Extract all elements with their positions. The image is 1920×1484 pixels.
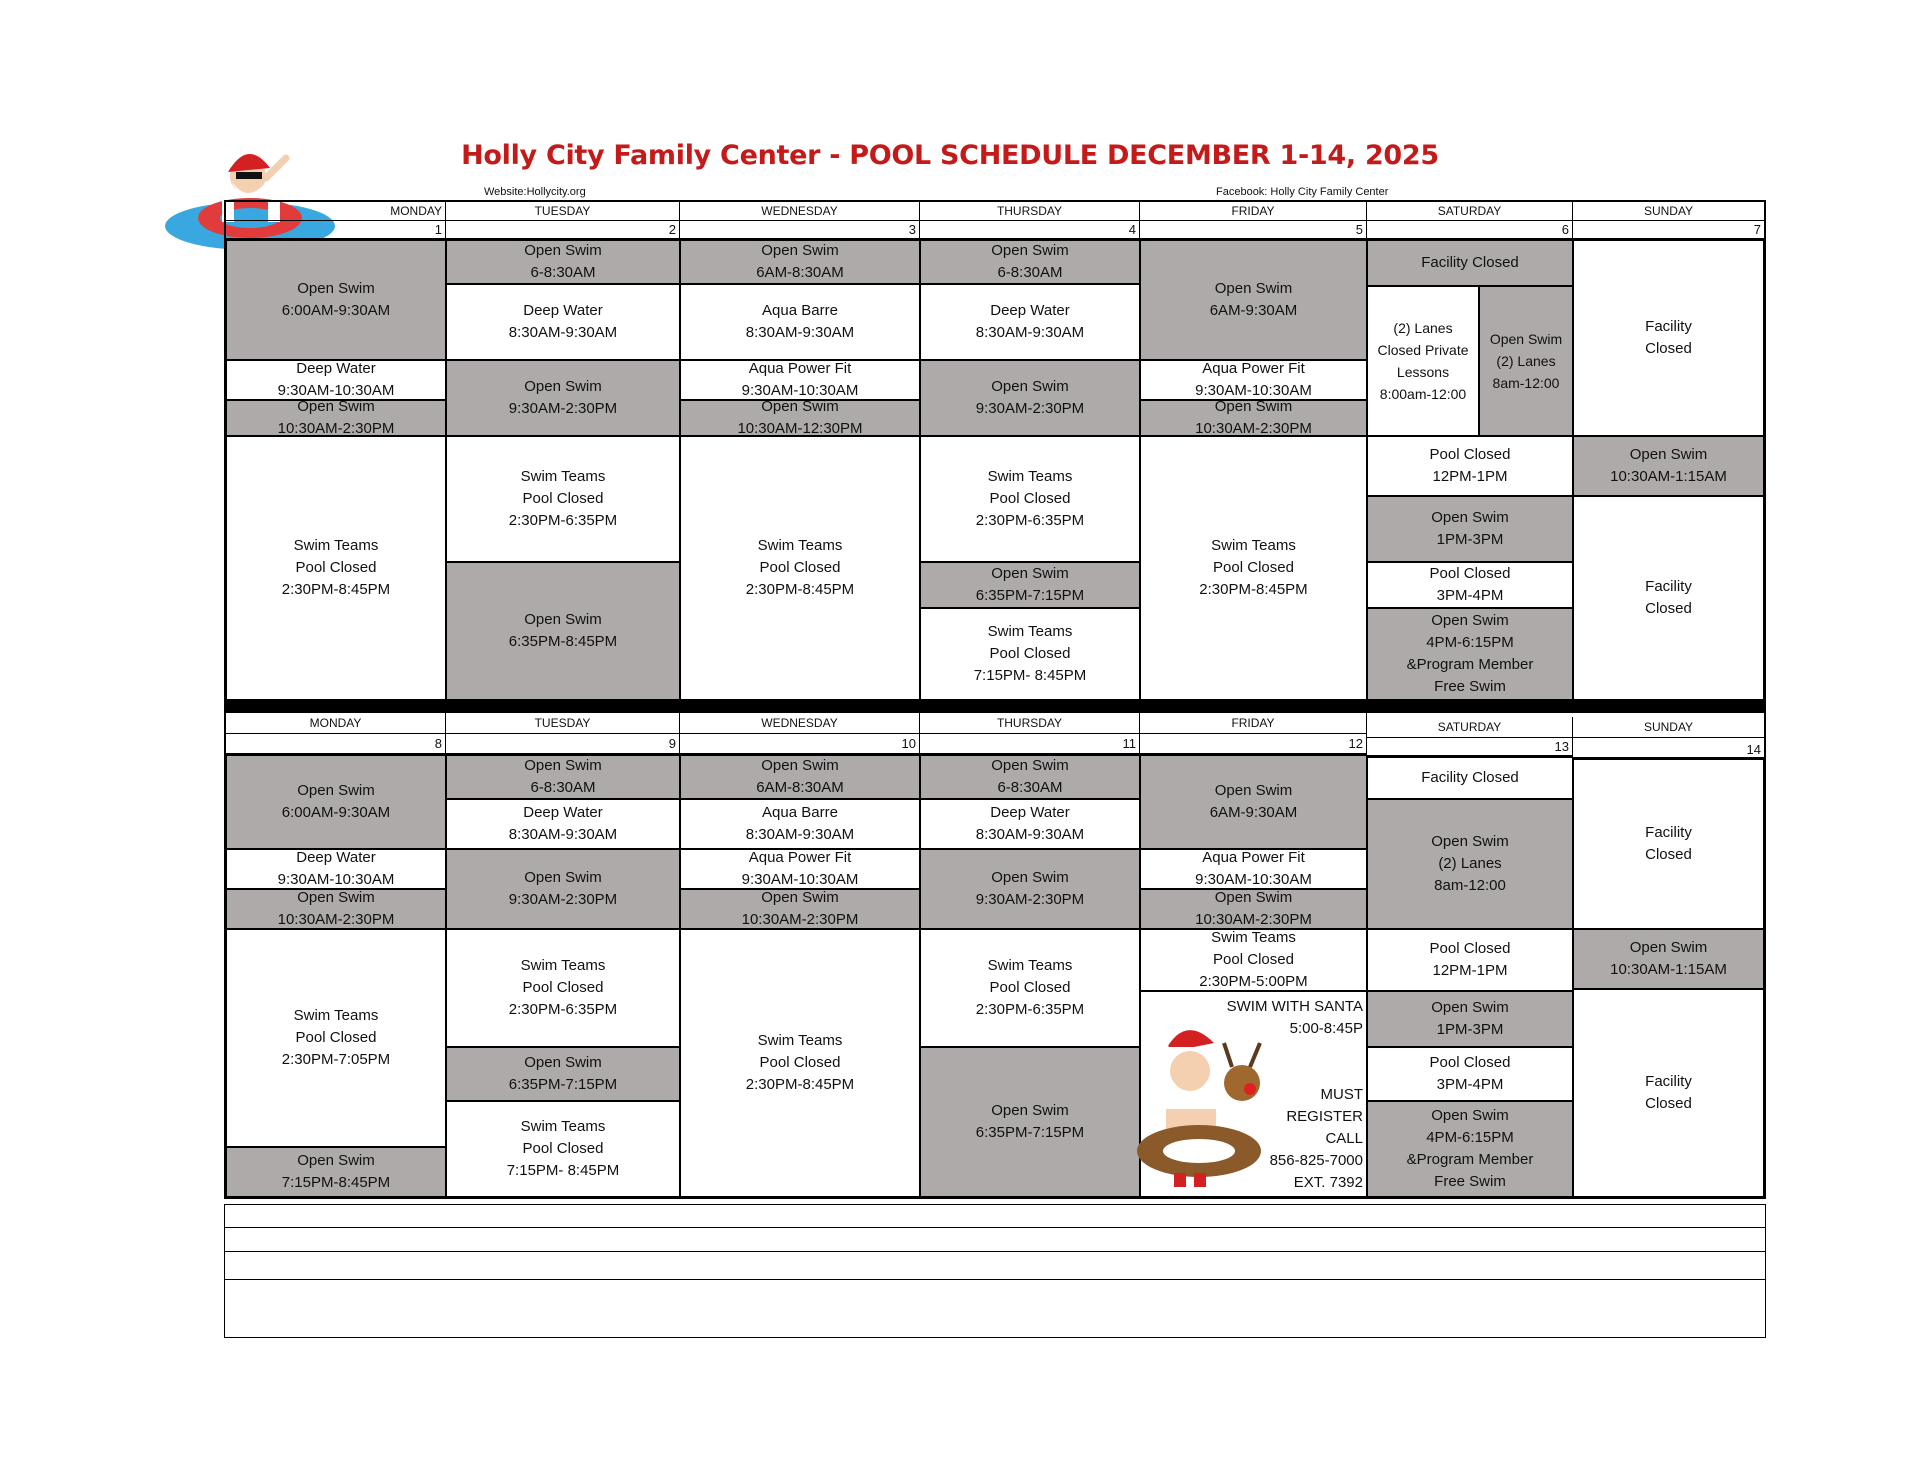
- day-header-monday: MONDAY: [226, 713, 446, 733]
- session-swim-teams: Swim Teams Pool Closed 7:15PM- 8:45PM: [920, 608, 1140, 700]
- session-aqua-power-fit: Aqua Power Fit 9:30AM-10:30AM: [1140, 849, 1367, 889]
- date-3: 3: [680, 220, 920, 240]
- session-open-swim: Open Swim 6:35PM-7:15PM: [446, 1047, 680, 1101]
- session-swim-teams: Swim Teams Pool Closed 2:30PM-6:35PM: [446, 929, 680, 1047]
- date-8: 8: [226, 733, 446, 755]
- date-11: 11: [920, 733, 1140, 755]
- session-open-swim: Open Swim 6-8:30AM: [920, 240, 1140, 284]
- session-open-swim: Open Swim 10:30AM-1:15AM: [1573, 436, 1764, 496]
- session-open-swim: Open Swim 10:30AM-2:30PM: [1140, 400, 1367, 436]
- session-open-swim: Open Swim 9:30AM-2:30PM: [446, 849, 680, 929]
- day-header-wednesday: WEDNESDAY: [680, 713, 920, 733]
- session-deep-water: Deep Water 9:30AM-10:30AM: [226, 360, 446, 400]
- session-swim-teams: Swim Teams Pool Closed 2:30PM-5:00PM: [1140, 929, 1367, 991]
- session-facility-closed: Facility Closed: [1573, 989, 1764, 1197]
- session-facility-closed: Facility Closed: [1367, 757, 1573, 799]
- session-pool-closed: Pool Closed 3PM-4PM: [1367, 1047, 1573, 1101]
- session-open-swim: Open Swim 6:00AM-9:30AM: [226, 240, 446, 360]
- week-1-grid: [224, 200, 1766, 702]
- date-13: 13: [1367, 737, 1573, 757]
- session-deep-water: Deep Water 8:30AM-9:30AM: [920, 799, 1140, 849]
- date-1: 1: [226, 220, 446, 240]
- session-swim-teams: Swim Teams Pool Closed 2:30PM-8:45PM: [1140, 436, 1367, 700]
- day-header-saturday: SATURDAY: [1367, 717, 1573, 737]
- session-deep-water: Deep Water 9:30AM-10:30AM: [226, 849, 446, 889]
- session-open-swim: Open Swim 10:30AM-2:30PM: [1140, 889, 1367, 929]
- session-open-swim: Open Swim 7:15PM-8:45PM: [226, 1147, 446, 1197]
- day-header-tuesday: TUESDAY: [446, 713, 680, 733]
- session-pool-closed: Pool Closed 3PM-4PM: [1367, 562, 1573, 608]
- day-header-friday: FRIDAY: [1140, 713, 1367, 733]
- date-4: 4: [920, 220, 1140, 240]
- date-2: 2: [446, 220, 680, 240]
- date-7: 7: [1573, 220, 1764, 240]
- session-aqua-barre: Aqua Barre 8:30AM-9:30AM: [680, 799, 920, 849]
- date-9: 9: [446, 733, 680, 755]
- santa-reindeer-float-icon: [1124, 1013, 1274, 1193]
- notes-line: [225, 1227, 1765, 1228]
- day-header-thursday: THURSDAY: [920, 202, 1140, 220]
- date-5: 5: [1140, 220, 1367, 240]
- session-deep-water: Deep Water 8:30AM-9:30AM: [446, 284, 680, 360]
- day-header-monday: MONDAY: [226, 202, 446, 220]
- date-12: 12: [1140, 733, 1367, 755]
- session-open-swim: Open Swim 10:30AM-1:15AM: [1573, 929, 1764, 989]
- session-lanes-closed: (2) Lanes Closed Private Lessons 8:00am-12:00: [1367, 286, 1479, 436]
- session-open-swim: Open Swim 10:30AM-2:30PM: [226, 889, 446, 929]
- page-title: Holly City Family Center - POOL SCHEDULE DECEMBER 1-14, 2025: [461, 140, 1439, 171]
- session-swim-teams: Swim Teams Pool Closed 2:30PM-6:35PM: [446, 436, 680, 562]
- session-open-swim: Open Swim 6:35PM-7:15PM: [920, 1047, 1140, 1197]
- session-open-swim: Open Swim 6AM-8:30AM: [680, 240, 920, 284]
- session-open-swim: Open Swim 6AM-9:30AM: [1140, 755, 1367, 849]
- session-facility-closed: Facility Closed: [1573, 496, 1764, 700]
- notes-box: [224, 1204, 1766, 1338]
- session-open-swim: Open Swim 1PM-3PM: [1367, 496, 1573, 562]
- date-14: 14: [1573, 737, 1764, 759]
- notes-line: [225, 1279, 1765, 1280]
- session-open-swim: Open Swim (2) Lanes 8am-12:00: [1367, 799, 1573, 929]
- session-open-swim: Open Swim 6:35PM-7:15PM: [920, 562, 1140, 608]
- session-open-swim: Open Swim 4PM-6:15PM &Program Member Free Swim: [1367, 1101, 1573, 1197]
- session-open-swim: Open Swim 9:30AM-2:30PM: [920, 849, 1140, 929]
- session-open-swim: Open Swim 10:30AM-2:30PM: [226, 400, 446, 436]
- date-6: 6: [1367, 220, 1573, 240]
- day-header-thursday: THURSDAY: [920, 713, 1140, 733]
- session-open-swim: Open Swim 10:30AM-2:30PM: [680, 889, 920, 929]
- session-aqua-power-fit: Aqua Power Fit 9:30AM-10:30AM: [1140, 360, 1367, 400]
- session-open-swim: Open Swim 6AM-8:30AM: [680, 755, 920, 799]
- session-swim-teams: Swim Teams Pool Closed 2:30PM-6:35PM: [920, 929, 1140, 1047]
- session-aqua-power-fit: Aqua Power Fit 9:30AM-10:30AM: [680, 849, 920, 889]
- session-open-swim: Open Swim 6-8:30AM: [446, 755, 680, 799]
- notes-line: [225, 1251, 1765, 1252]
- day-header-friday: FRIDAY: [1140, 202, 1367, 220]
- day-header-saturday: SATURDAY: [1367, 202, 1573, 220]
- week-2-grid: [224, 711, 1766, 1199]
- session-open-swim: Open Swim 6-8:30AM: [446, 240, 680, 284]
- session-swim-teams: Swim Teams Pool Closed 7:15PM- 8:45PM: [446, 1101, 680, 1197]
- session-open-swim: Open Swim 4PM-6:15PM &Program Member Free Swim: [1367, 608, 1573, 700]
- session-open-swim: Open Swim 6-8:30AM: [920, 755, 1140, 799]
- session-deep-water: Deep Water 8:30AM-9:30AM: [446, 799, 680, 849]
- session-swim-teams: Swim Teams Pool Closed 2:30PM-8:45PM: [226, 436, 446, 700]
- facebook-note: Facebook: Holly City Family Center: [1216, 186, 1389, 198]
- session-open-swim: Open Swim 6AM-9:30AM: [1140, 240, 1367, 360]
- session-deep-water: Deep Water 8:30AM-9:30AM: [920, 284, 1140, 360]
- session-swim-teams: Swim Teams Pool Closed 2:30PM-6:35PM: [920, 436, 1140, 562]
- day-header-wednesday: WEDNESDAY: [680, 202, 920, 220]
- session-aqua-power-fit: Aqua Power Fit 9:30AM-10:30AM: [680, 360, 920, 400]
- session-open-swim: Open Swim 10:30AM-12:30PM: [680, 400, 920, 436]
- session-facility-closed: Facility Closed: [1367, 240, 1573, 286]
- swim-with-santa-event: SWIM WITH SANTA 5:00-8:45P MUST REGISTER CALL 856-825-7000 EXT. 7392: [1140, 991, 1367, 1197]
- day-header-sunday: SUNDAY: [1643, 720, 1694, 734]
- session-open-swim: Open Swim 9:30AM-2:30PM: [446, 360, 680, 436]
- session-aqua-barre: Aqua Barre 8:30AM-9:30AM: [680, 284, 920, 360]
- session-open-swim: Open Swim 6:35PM-8:45PM: [446, 562, 680, 700]
- session-facility-closed: Facility Closed: [1573, 240, 1764, 436]
- session-facility-closed: Facility Closed: [1573, 759, 1764, 929]
- day-header-sunday: SUNDAY: [1643, 204, 1694, 218]
- session-swim-teams: Swim Teams Pool Closed 2:30PM-7:05PM: [226, 929, 446, 1147]
- session-swim-teams: Swim Teams Pool Closed 2:30PM-8:45PM: [680, 436, 920, 700]
- day-header-tuesday: TUESDAY: [446, 202, 680, 220]
- session-open-swim: Open Swim (2) Lanes 8am-12:00: [1479, 286, 1573, 436]
- week-separator: [224, 702, 1766, 711]
- session-pool-closed: Pool Closed 12PM-1PM: [1367, 929, 1573, 991]
- date-10: 10: [680, 733, 920, 755]
- website-note: Website:Hollycity.org: [484, 186, 586, 198]
- session-open-swim: Open Swim 6:00AM-9:30AM: [226, 755, 446, 849]
- session-swim-teams: Swim Teams Pool Closed 2:30PM-8:45PM: [680, 929, 920, 1197]
- session-pool-closed: Pool Closed 12PM-1PM: [1367, 436, 1573, 496]
- session-open-swim: Open Swim 9:30AM-2:30PM: [920, 360, 1140, 436]
- session-open-swim: Open Swim 1PM-3PM: [1367, 991, 1573, 1047]
